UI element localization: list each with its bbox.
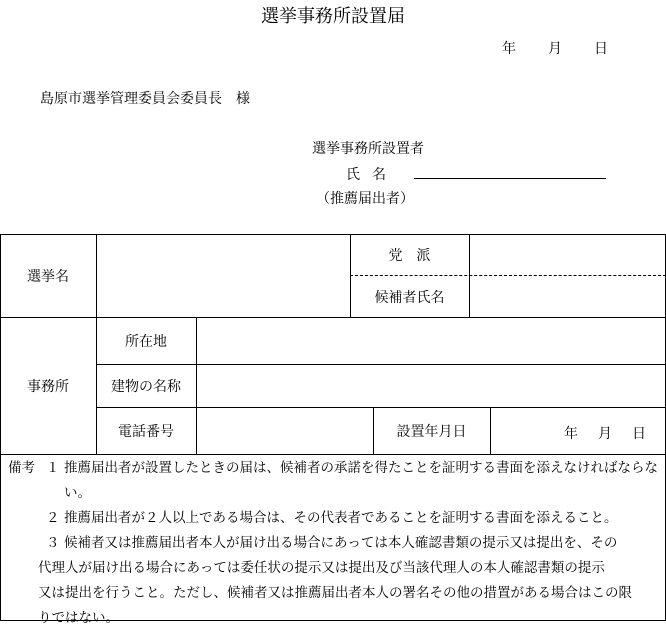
date-year-label: 年 — [502, 41, 516, 57]
note-1-line-1: 推薦届出者が設置したときの届は、候補者の承諾を得たことを証明する書面を添えなければならな — [64, 460, 658, 476]
setup-date-label: 設置年月日 — [396, 424, 467, 440]
setter-name-label: 氏名 — [346, 167, 398, 183]
office-label: 事務所 — [27, 379, 69, 395]
phone-label: 電話番号 — [118, 424, 174, 440]
note-1-line-2: い。 — [64, 485, 91, 501]
location-label: 所在地 — [125, 334, 167, 350]
date-month-label: 月 — [548, 41, 562, 57]
note-3-line-3: 又は提出を行うこと。ただし、候補者又は推薦届出者本人の署名その他の措置がある場合はこの限 — [38, 585, 632, 601]
row-divider-4 — [0, 454, 666, 455]
setup-date-year: 年 — [564, 426, 578, 442]
setter-name-field[interactable] — [414, 178, 606, 179]
election-name-field[interactable] — [97, 234, 350, 317]
note-3-line-1: 候補者又は推薦届出者本人が届け出る場合にあっては本人確認書類の提示又は提出を、その — [64, 535, 618, 551]
note-2-line-1: 推薦届出者が２人以上である場合は、その代表者であることを証明する書面を添えること。 — [64, 510, 618, 526]
note-3-line-2: 代理人が届け出る場合にあっては委任状の提示又は提出及び当該代理人の本人確認書類の提示 — [38, 560, 605, 576]
note-3-line-4: りではない。 — [38, 610, 119, 626]
phone-field[interactable] — [197, 408, 373, 454]
addressee: 島原市選挙管理委員会委員長 様 — [40, 91, 250, 107]
building-name-field[interactable] — [197, 365, 665, 407]
form-title: 選挙事務所設置届 — [261, 6, 405, 27]
col-divider-6 — [490, 407, 491, 454]
setup-date-month: 月 — [598, 426, 612, 442]
candidate-name-field[interactable] — [470, 276, 665, 317]
location-field[interactable] — [197, 318, 665, 364]
party-field[interactable] — [470, 234, 665, 275]
recommender-label: （推薦届出者） — [316, 191, 414, 207]
note-2-number: ２ — [46, 510, 60, 526]
notes-heading: 備考 — [8, 460, 35, 476]
setup-date-day: 日 — [632, 426, 646, 442]
note-3-number: ３ — [46, 535, 60, 551]
building-name-label: 建物の名称 — [111, 379, 181, 395]
note-1-number: １ — [46, 460, 60, 476]
party-label: 党 派 — [388, 247, 431, 264]
setter-label: 選挙事務所設置者 — [312, 141, 424, 157]
candidate-name-label: 候補者氏名 — [374, 289, 445, 306]
election-name-label: 選挙名 — [27, 268, 69, 285]
date-day-label: 日 — [594, 41, 608, 57]
